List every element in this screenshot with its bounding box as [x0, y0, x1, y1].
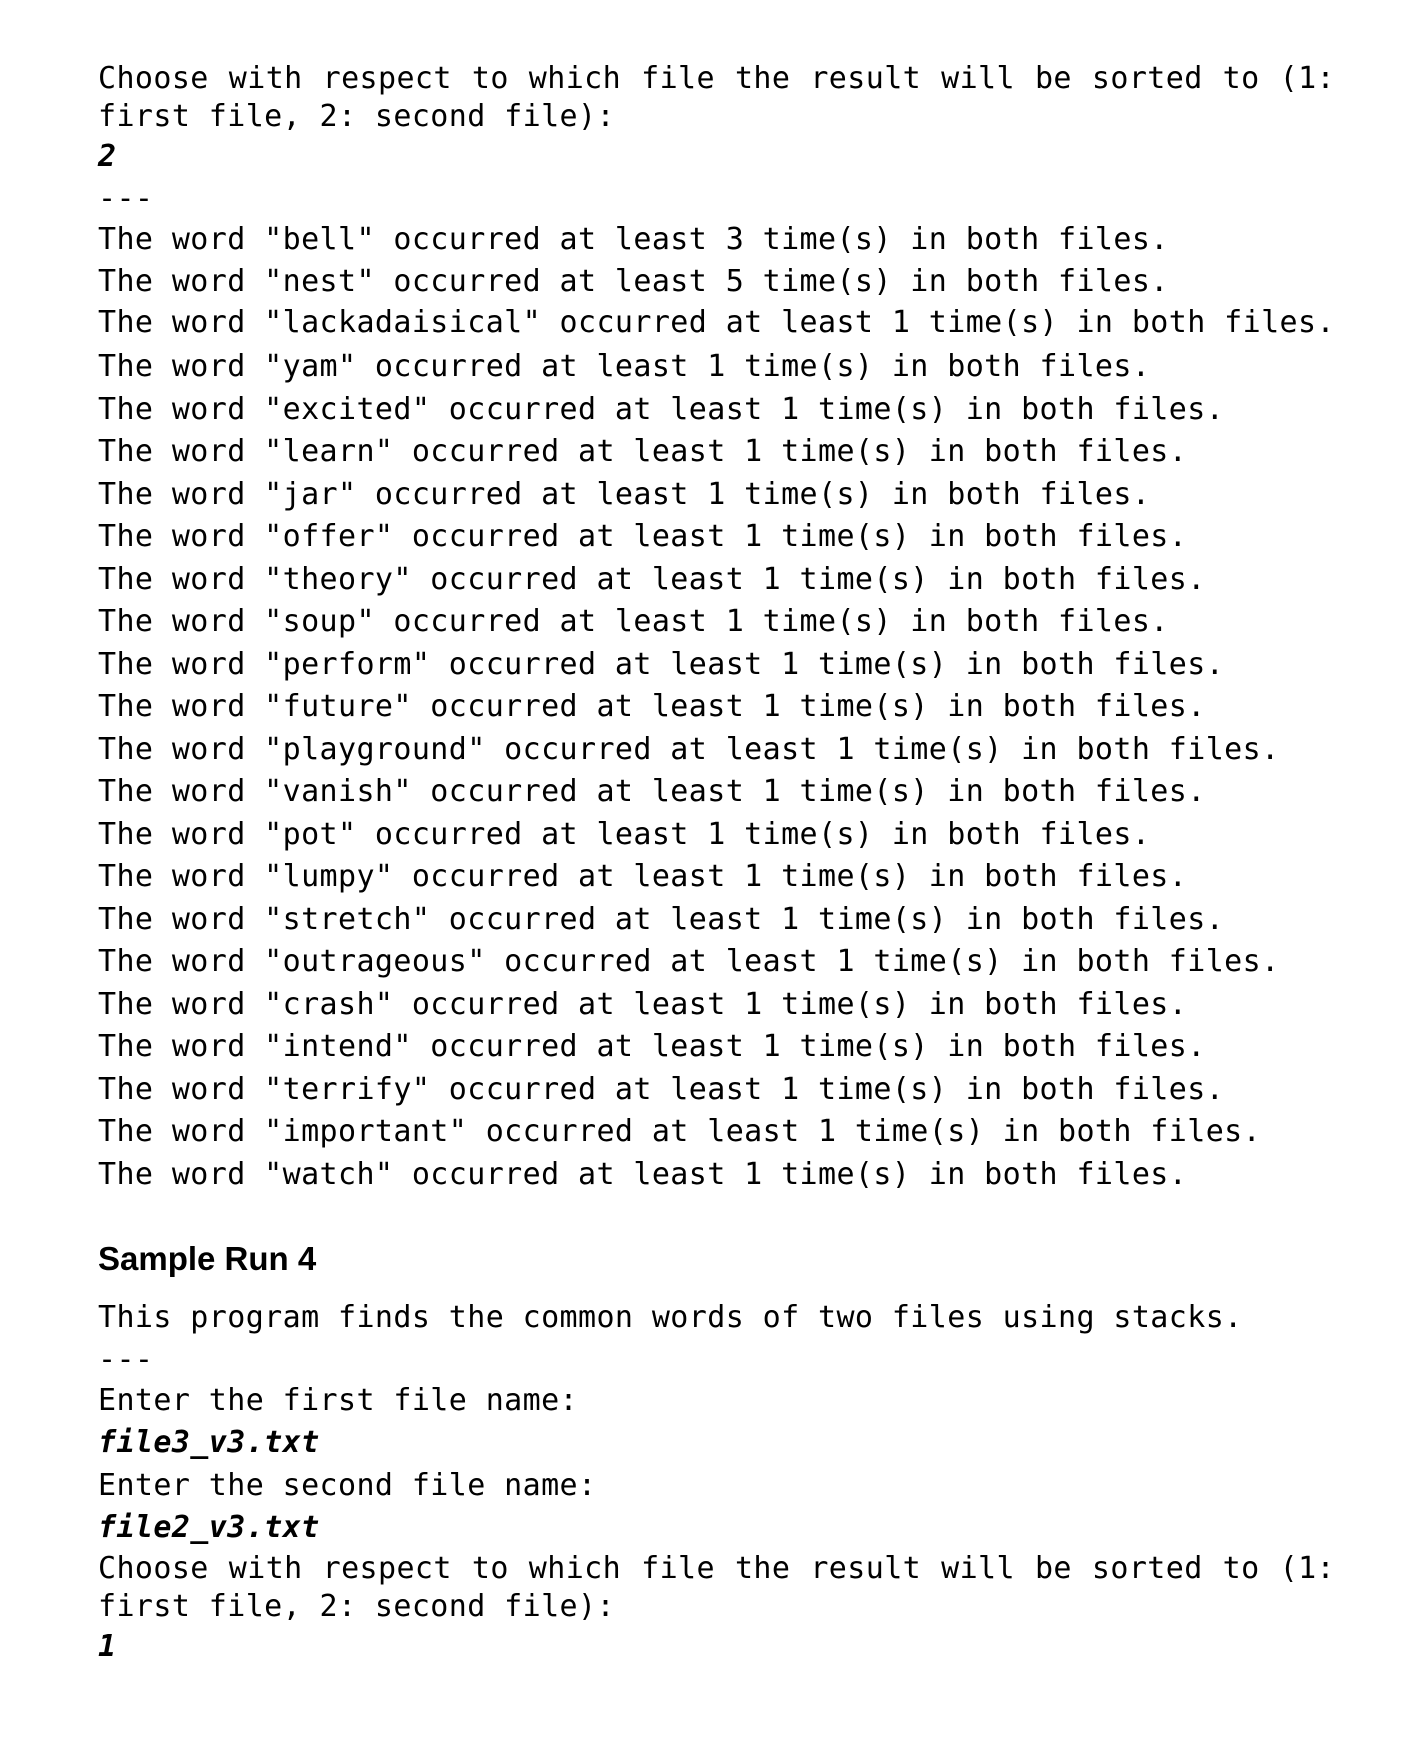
result-line: The word "watch" occurred at least 1 time(s) in both files. [98, 1156, 1188, 1192]
sort-prompt: Choose with respect to which file the result will be sorted to (1: first file, 2: second file): [98, 61, 1335, 134]
sort-choice-input: 1 [98, 1628, 117, 1664]
result-line: The word "intend" occurred at least 1 time(s) in both files. [98, 1029, 1206, 1064]
result-line: The word "theory" occurred at least 1 time(s) in both files. [98, 561, 1206, 597]
second-file-input: file2_v3.txt [98, 1510, 320, 1545]
first-file-prompt: Enter the first file name: [98, 1382, 578, 1418]
result-line: The word "jar" occurred at least 1 time(s) in both files. [98, 476, 1151, 512]
separator: --- [98, 180, 154, 216]
intro-line: This program finds the common words of two files using stacks. [98, 1300, 1243, 1335]
result-line: The word "terrify" occurred at least 1 time(s) in both files. [98, 1071, 1225, 1107]
result-line: The word "soup" occurred at least 1 time(s) in both files. [98, 604, 1169, 639]
sort-prompt: Choose with respect to which file the result will be sorted to (1: first file, 2: second file): [98, 1550, 1335, 1624]
result-line: The word "lumpy" occurred at least 1 time(s) in both files. [98, 859, 1188, 894]
result-line: The word "vanish" occurred at least 1 time(s) in both files. [98, 774, 1206, 809]
result-line: The word "nest" occurred at least 5 time(s) in both files. [98, 264, 1169, 299]
result-line: The word "offer" occurred at least 1 time(s) in both files. [98, 519, 1188, 554]
section-heading: Sample Run 4 [98, 1240, 317, 1277]
result-line: The word "playground" occurred at least 1 time(s) in both files. [98, 731, 1280, 767]
result-line: The word "bell" occurred at least 3 time(s) in both files. [98, 221, 1169, 257]
results-list [98, 219, 1398, 1197]
result-line: The word "crash" occurred at least 1 time(s) in both files. [98, 986, 1188, 1022]
sort-choice-input: 2 [98, 139, 117, 174]
result-line: The word "perform" occurred at least 1 time(s) in both files. [98, 646, 1225, 682]
result-line: The word "stretch" occurred at least 1 time(s) in both files. [98, 901, 1225, 937]
first-file-input: file3_v3.txt [98, 1425, 320, 1460]
separator: --- [98, 1341, 154, 1377]
document-page [98, 60, 1398, 1668]
result-line: The word "excited" occurred at least 1 time(s) in both files. [98, 391, 1225, 427]
second-file-prompt: Enter the second file name: [98, 1467, 597, 1503]
result-line: The word "future" occurred at least 1 time(s) in both files. [98, 689, 1206, 724]
result-line: The word "pot" occurred at least 1 time(s) in both files. [98, 816, 1151, 852]
result-line: The word "learn" occurred at least 1 time(s) in both files. [98, 434, 1188, 469]
result-line: The word "outrageous" occurred at least 1 time(s) in both files. [98, 944, 1280, 979]
result-line: The word "important" occurred at least 1 time(s) in both files. [98, 1114, 1262, 1149]
result-line: The word "yam" occurred at least 1 time(s) in both files. [98, 349, 1151, 384]
result-line: The word "lackadaisical" occurred at least 1 time(s) in both files. [98, 304, 1335, 340]
